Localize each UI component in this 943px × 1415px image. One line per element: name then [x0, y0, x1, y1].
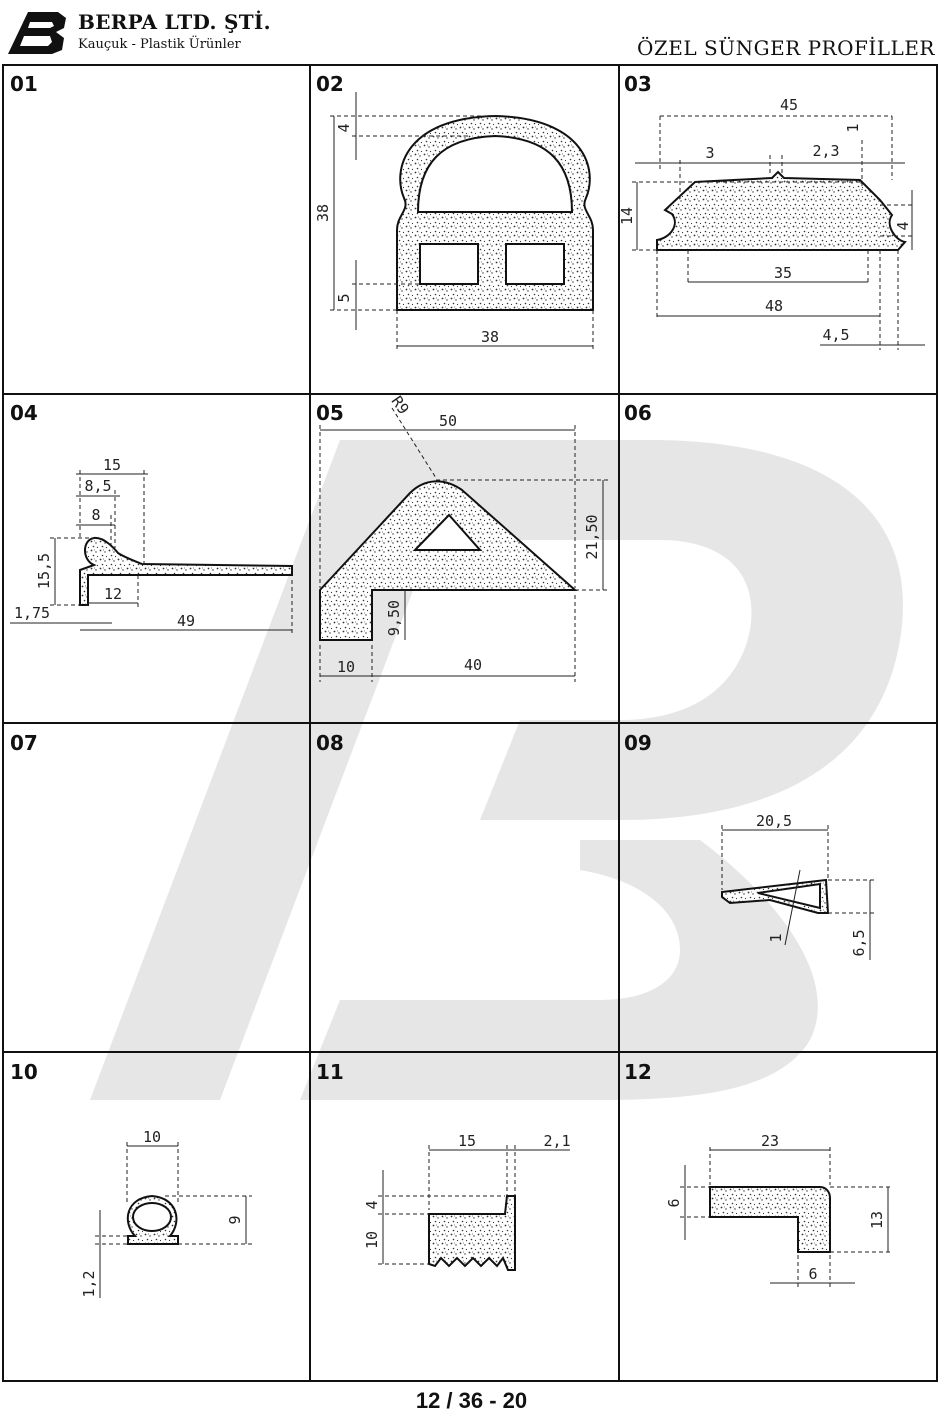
dim-09-c: 6,5 [850, 929, 868, 957]
profile-04-drawing [10, 456, 292, 635]
dim-11-a: 15 [457, 1132, 477, 1150]
dim-02-a: 4 [335, 123, 353, 133]
cell-number-12: 12 [624, 1060, 652, 1084]
dim-03-d: 2,3 [812, 142, 840, 160]
dim-09-a: 20,5 [755, 812, 793, 830]
dim-02-c: 5 [335, 293, 353, 303]
dim-05-e: 10 [336, 658, 356, 676]
dim-10-c: 1,2 [80, 1270, 98, 1298]
dim-05-b: 50 [438, 412, 458, 430]
cell-number-04: 04 [10, 401, 38, 425]
dim-02-d: 38 [480, 328, 500, 346]
dim-03-f: 4 [894, 221, 912, 231]
dim-03-e: 14 [618, 206, 636, 226]
dim-05-f: 40 [463, 656, 483, 674]
dim-04-c: 8 [91, 506, 101, 524]
dim-11-d: 10 [363, 1230, 381, 1250]
dim-12-b: 6 [665, 1198, 683, 1208]
cell-number-06: 06 [624, 401, 652, 425]
dim-11-c: 4 [363, 1200, 381, 1210]
dim-03-h: 48 [764, 297, 784, 315]
cell-number-07: 07 [10, 731, 38, 755]
cell-number-09: 09 [624, 731, 652, 755]
dim-02-b: 38 [314, 203, 332, 223]
cell-number-03: 03 [624, 72, 652, 96]
dim-05-a: R9 [387, 392, 413, 418]
dim-12-d: 6 [808, 1265, 818, 1283]
cell-number-11: 11 [316, 1060, 344, 1084]
dim-10-a: 10 [142, 1128, 162, 1146]
profile-02-drawing [314, 92, 593, 352]
cell-number-05: 05 [316, 401, 344, 425]
dim-04-f: 1,75 [13, 604, 51, 622]
dim-04-a: 15 [102, 456, 122, 474]
dim-05-d: 9,50 [385, 599, 403, 637]
dim-09-b: 1 [767, 933, 785, 943]
dim-12-c: 13 [868, 1210, 886, 1230]
dim-04-g: 49 [176, 612, 196, 630]
dim-10-b: 9 [226, 1215, 244, 1225]
cell-number-02: 02 [316, 72, 344, 96]
dim-03-b: 1 [844, 123, 862, 133]
profile-03-drawing [618, 96, 925, 350]
dim-04-d: 15,5 [35, 552, 53, 590]
dim-12-a: 23 [760, 1132, 780, 1150]
cell-number-01: 01 [10, 72, 38, 96]
dim-11-b: 2,1 [543, 1132, 571, 1150]
dim-03-i: 4,5 [822, 326, 850, 344]
dim-04-e: 12 [103, 585, 123, 603]
profile-11-drawing [363, 1132, 571, 1270]
dim-03-c: 3 [705, 144, 715, 162]
dim-04-b: 8,5 [84, 477, 112, 495]
dim-05-c: 21,50 [583, 514, 601, 560]
profile-10-drawing [80, 1128, 252, 1298]
page-number: 12 / 36 - 20 [415, 1388, 528, 1413]
company-name: BERPA LTD. ŞTİ. [78, 10, 271, 34]
catalog-title: ÖZEL SÜNGER PROFİLLER [637, 36, 935, 60]
cell-number-08: 08 [316, 731, 344, 755]
dim-03-g: 35 [773, 264, 793, 282]
company-tagline: Kauçuk - Plastik Ürünler [78, 37, 241, 52]
dim-03-a: 45 [779, 96, 799, 114]
cell-number-10: 10 [10, 1060, 38, 1084]
profile-12-drawing [665, 1132, 893, 1288]
